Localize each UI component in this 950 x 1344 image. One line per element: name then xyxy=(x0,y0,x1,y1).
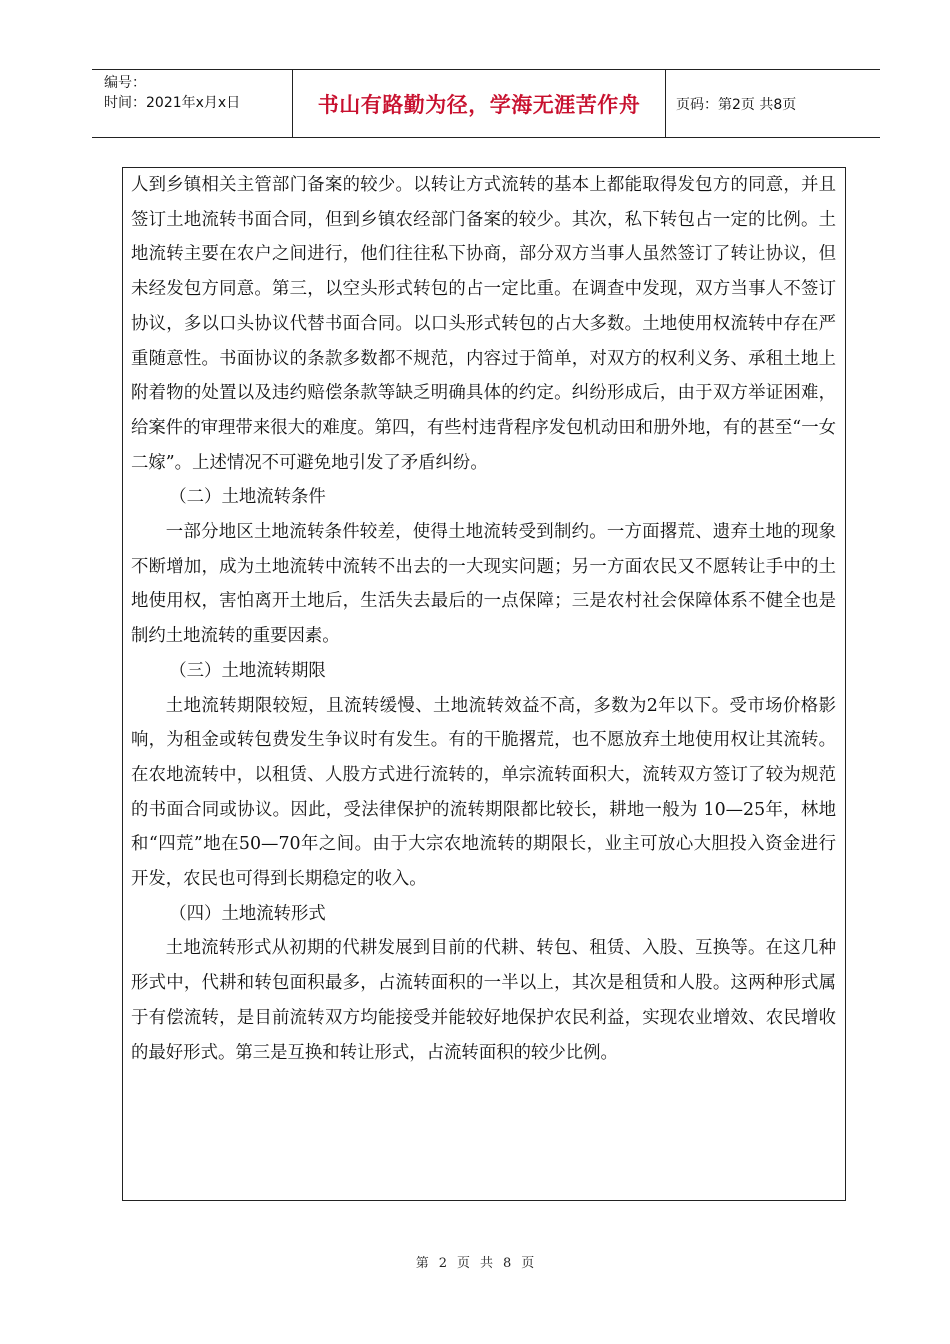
footer-ye: 页 xyxy=(456,1256,470,1271)
content-box xyxy=(122,167,846,1201)
footer-ye-2: 页 xyxy=(521,1256,535,1271)
body-paragraph: 一部分地区土地流转条件较差，使得土地流转受到制约。一方面撂荒、遗弃土地的现象不断增加，成为土地流转中流转不出去的一大现实问题；另一方面农民又不愿转让手中的土地使用权，害怕离开土地后，生活失去最后的一点保障；三是农村社会保障体系不健全也是制约土地流转的重要因素。 xyxy=(131,522,836,647)
time-label: 时间：2021年x月x日 xyxy=(104,95,241,111)
header-page-info-cell xyxy=(666,70,880,137)
body-paragraph: 土地流转期限较短，且流转缓慢、土地流转效益不高，多数为2年以下。受市场价格影响，为租金或转包费发生争议时有发生。有的干脆撂荒，也不愿放弃土地使用权让其流转。在农地流转中，以租赁、人股方式进行流转的，单宗流转面积大，流转双方签订了较为规范的书面合同或协议。因此，受法律保护的流转期限都比较长，耕地一般为 10—25年，林地和“四荒”地在50—70年之间。由于大宗农地流转的期限长，业主可放心大胆投入资金进行开发，农民也可得到长期稳定的收入。 xyxy=(131,695,836,890)
footer-page-number: 2 xyxy=(438,1256,447,1271)
footer-gong: 共 xyxy=(480,1256,494,1271)
header-meta xyxy=(92,70,293,137)
header-motto: 书山有路勤为径，学海无涯苦作舟 xyxy=(317,92,641,117)
header-page-info: 页码：第2页 共8页 xyxy=(676,96,797,113)
paragraph-continuation: 人到乡镇相关主管部门备案的较少。以转让方式流转的基本上都能取得发包方的同意，并且签订土地流转书面合同，但到乡镇农经部门备案的较少。其次，私下转包占一定的比例。土地流转主要在农户之间进行，他们往往私下协商，部分双方当事人虽然签订了转让协议，但未经发包方同意。第三，以空头形式转包的占一定比重。在调查中发现，双方当事人不签订协议，多以口头协议代替书面合同。以口头形式转包的占大多数。土地使用权流转中存在严重随意性。书面协议的条款多数都不规范，内容过于简单，对双方的权利义务、承租土地上附着物的处置以及违约赔偿条款等缺乏明确具体的约定。纠纷形成后，由于双方举证困难，给案件的审理带来很大的难度。第四，有些村违背程序发包机动田和册外地，有的甚至“一女二嫁”。上述情况不可避免地引发了矛盾纠纷。 xyxy=(131,175,836,473)
number-label: 编号： xyxy=(104,75,146,91)
page-footer xyxy=(0,1252,950,1271)
section-heading: （四）土地流转形式 xyxy=(169,903,326,924)
section-heading: （三）土地流转期限 xyxy=(169,660,326,681)
footer-total-pages: 8 xyxy=(503,1256,512,1271)
body-paragraph: 土地流转形式从初期的代耕发展到目前的代耕、转包、租赁、入股、互换等。在这几种形式中，代耕和转包面积最多，占流转面积的一半以上，其次是租赁和人股。这两种形式属于有偿流转，是目前流转双方均能接受并能较好地保护农民利益，实现农业增效、农民增收的最好形式。第三是互换和转让形式，占流转面积的较少比例。 xyxy=(131,938,836,1063)
section-heading: （二）土地流转条件 xyxy=(169,487,326,508)
page-header xyxy=(92,69,880,138)
footer-di: 第 xyxy=(415,1256,429,1271)
header-motto-cell xyxy=(293,70,666,137)
